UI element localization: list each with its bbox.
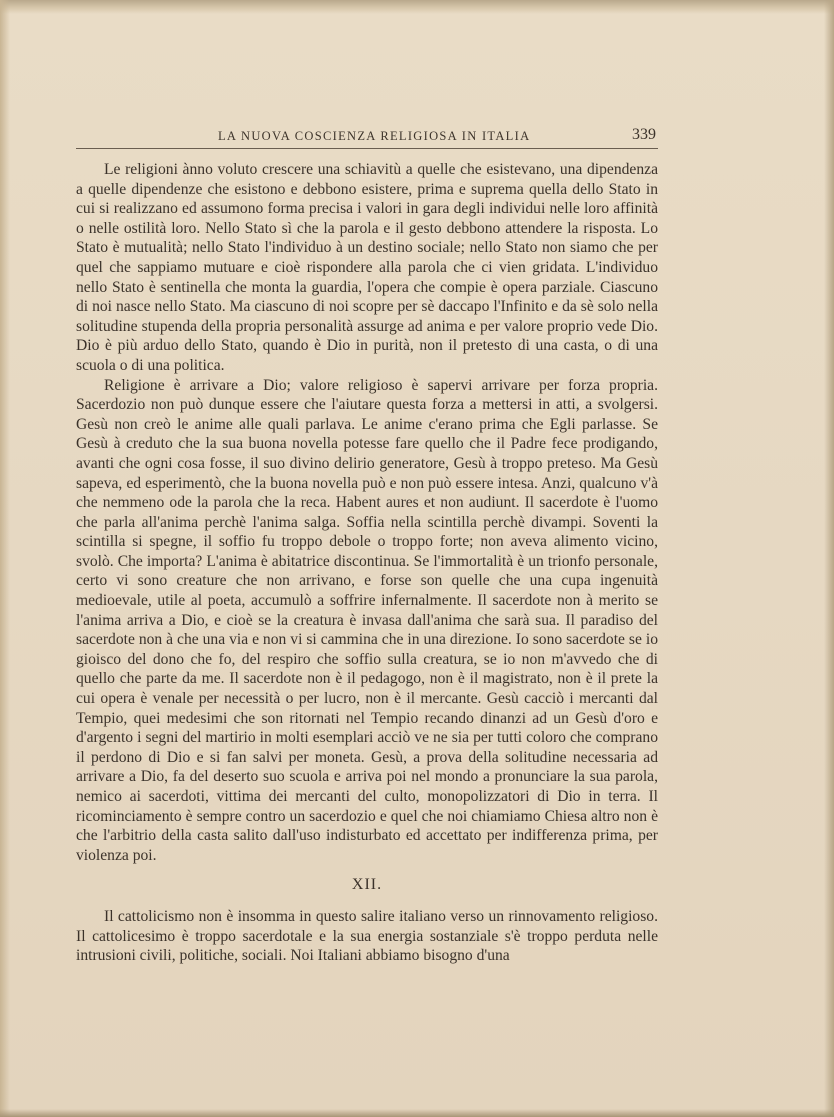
paragraph-3: Il cattolicismo non è insomma in questo salire italiano verso un rinnovamento religioso. Il cattolicesimo è troppo sacerdotale e la sua energia sostanziale s'è troppo perduta nelle intrusioni civili, politiche, sociali. Noi Italiani abbiamo bisogno d'una (76, 907, 658, 965)
header-rule (76, 148, 658, 149)
page-right-edge (824, 0, 834, 1117)
body-text (76, 160, 658, 966)
paragraph-1: Le religioni ànno voluto crescere una schiavitù a quelle che esistevano, una dipendenza a quelle dipendenze che esistono e debbono esistere, prima e suprema quella dello Stato in cui si realizzano ed assumono forma precisa i valori in gara degli individui nelle loro affinità o nelle ostilità loro. Nello Stato sì che la parola e il gesto debbono attendere la risposta. Lo Stato è mutualità; nello Stato l'individuo à un destino sociale; nello Stato non siamo che per quel che sappiamo mutuare e cioè rispondere alla parola che ci vien gridata. L'individuo nello Stato è sentinella che monta la guardia, l'opera che compie è opera parziale. Ciascuno di noi nasce nello Stato. Ma ciascuno di noi scopre per sè daccapo l'Infinito e da sè solo nella solitudine stupenda della propria personalità assurge ad anima e per valore proprio vede Dio. Dio è più arduo dello Stato, quando è Dio in purità, non il pretesto di una casta, o di una scuola o di una politica. (76, 161, 658, 374)
page-bottom-edge (0, 1109, 834, 1117)
section-heading: XII. (351, 876, 383, 894)
page-header (76, 126, 658, 150)
paragraph-2: Religione è arrivare a Dio; valore religioso è sapervi arrivare per forza propria. Sacerdozio non può dunque essere che l'aiutare questa forza a mettersi in atti, a svolgersi. Gesù non creò le anime alle quali parlava. Le anime c'erano prima che Egli parlasse. Se Gesù à creduto che la sua buona novella potesse fare quello che il Padre fece prodigando, avanti che ogni cosa fosse, il suo divino delirio generatore, Gesù à troppo preteso. Ma Gesù sapeva, ed esperimentò, che la buona novella può e non può essere intesa. Anzi, qualcuno v'à che nemmeno ode la parola che la reca. Habent aures et non audiunt. Il sacerdote è l'uomo che parla all'anima perchè l'anima salga. Soffia nella scintilla perchè divampi. Soventi la scintilla si spegne, il soffio fu troppo debole o troppo forte; non aveva alimento vicino, svolò. Che importa? L'anima è abitatrice discontinua. Se l'immortalità è un trionfo personale, certo vi sono creature che non arrivano, e forse son quelle che una cupa ingenuità medioevale, utile al poeta, accumulò a soffrire infernalmente. Il sacerdote non à merito se l'anima arriva a Dio, e cioè se la creatura è invasa dall'anima che sarà sua. Il paradiso del sacerdote non à che una via e non vi si cammina che in una direzione. Io sono sacerdote se io gioisco del dono che fo, del respiro che soffio sulla creatura, se io non m'avvedo che di quello che parte da me. Il sacerdote non è il pedagogo, non è il magistrato, non è il prete la cui opera è venale per necessità o per lucro, non è il mercante. Gesù cacciò i mercanti dal Tempio, quei medesimi che son ritornati nel Tempio recando dinanzi ad un Gesù d'oro e d'argento i segni del martirio in molti esemplari acciò ve ne sia per tutti coloro che comprano il perdono di Dio e si fan salvi per moneta. Gesù, a prova della solitudine necessaria ad arrivare a Dio, fa del deserto suo scuola e arriva poi nel mondo a pronunciare la sua parola, nemico ai sacerdoti, vittima dei mercanti del culto, monopolizzatori di Dio in terra. Il ricominciamento è sempre contro un sacerdozio e quel che noi chiamiamo Chiesa altro non è che l'arbitrio della casta salito dall'uso indisturbato ed accettato per indifferenza prima, per violenza poi. (76, 376, 658, 864)
page-number: 339 (632, 126, 656, 143)
page-top-edge (0, 0, 834, 14)
page-left-edge (0, 0, 10, 1117)
running-head: LA NUOVA COSCIENZA RELIGIOSA IN ITALIA (218, 129, 531, 143)
